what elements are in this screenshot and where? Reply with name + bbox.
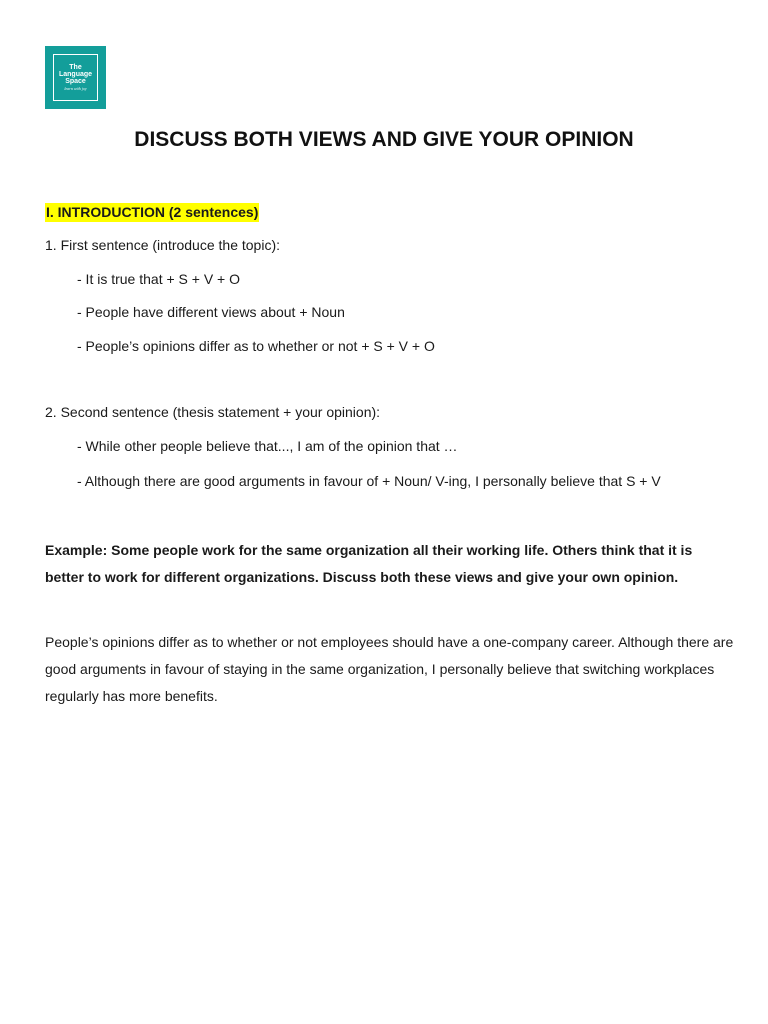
- the-language-space-logo: [45, 46, 106, 109]
- logo-tagline: learn with joy: [64, 85, 87, 91]
- first-sentence-label: 1. First sentence (introduce the topic):: [45, 237, 280, 253]
- second-sentence-label: 2. Second sentence (thesis statement + your opinion):: [45, 404, 381, 420]
- logo-frame: [53, 54, 98, 101]
- logo-word-the: The: [69, 63, 82, 71]
- logo-word-language: Language: [58, 70, 93, 78]
- section-heading-introduction: I. INTRODUCTION (2 sentences): [46, 204, 259, 220]
- logo-word-space: Space: [65, 77, 86, 85]
- example-answer: People’s opinions differ as to whether or not employees should have a one-company career. Although there are good arguments in favour of staying in the same organization, I personally believe that switching workplaces regularly has more benefits.: [45, 634, 734, 704]
- first-sentence-item: - People have different views about + Noun: [77, 304, 345, 320]
- second-sentence-item: - While other people believe that..., I am of the opinion that …: [77, 438, 458, 454]
- second-sentence-item: - Although there are good arguments in favour of + Noun/ V-ing, I personally believe that S + V: [77, 473, 661, 489]
- example-prompt: Example: Some people work for the same organization all their working life. Others think that it is better to work for different organizations. Discuss both these views and give your own opinion.: [45, 542, 693, 585]
- page-title: DISCUSS BOTH VIEWS AND GIVE YOUR OPINION: [134, 128, 634, 151]
- first-sentence-item: - People’s opinions differ as to whether or not + S + V + O: [77, 338, 435, 354]
- first-sentence-item: - It is true that + S + V + O: [77, 271, 241, 287]
